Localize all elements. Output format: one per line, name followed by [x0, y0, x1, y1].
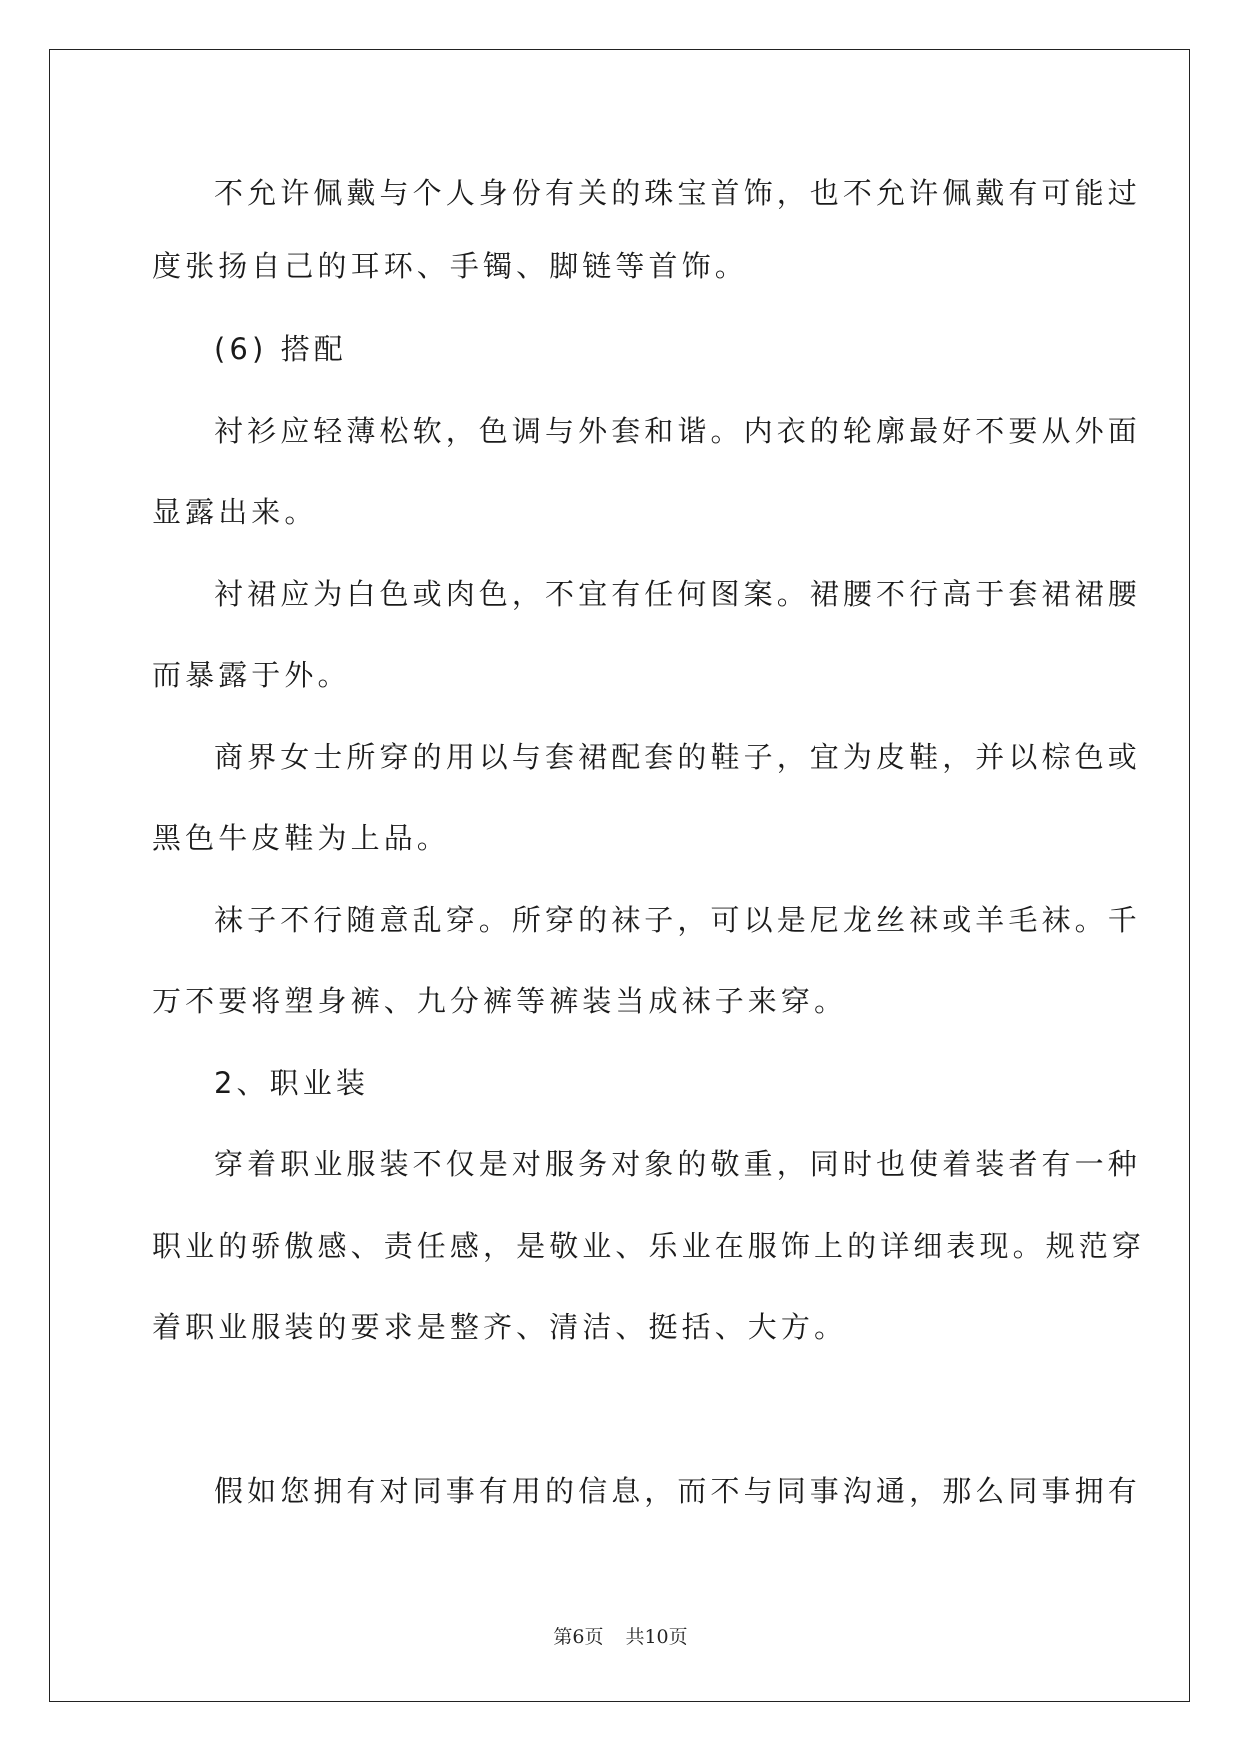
paragraph-line: 衬裙应为白色或肉色，不宜有任何图案。裙腰不行高于套裙裙腰 [214, 577, 1141, 611]
paragraph-line: 职业的骄傲感、责任感，是敬业、乐业在服饰上的详细表现。规范穿 [152, 1229, 1146, 1263]
paragraph-line: 黑色牛皮鞋为上品。 [152, 821, 450, 855]
page-number: 第6页 [553, 1626, 604, 1648]
paragraph-line: 穿着职业服装不仅是对服务对象的敬重，同时也使着装者有一种 [214, 1147, 1141, 1181]
paragraph-line: 衬衫应轻薄松软，色调与外套和谐。内衣的轮廓最好不要从外面 [214, 414, 1141, 448]
section-heading: 2、职业装 [214, 1066, 369, 1100]
page-border [49, 49, 1190, 1702]
paragraph-line: 度张扬自己的耳环、手镯、脚链等首饰。 [152, 249, 748, 283]
section-heading: (6) 搭配 [214, 332, 347, 366]
paragraph-line: 商界女士所穿的用以与套裙配套的鞋子，宜为皮鞋，并以棕色或 [214, 740, 1141, 774]
paragraph-line: 不允许佩戴与个人身份有关的珠宝首饰，也不允许佩戴有可能过 [214, 176, 1141, 210]
page-footer [0, 1622, 1241, 1649]
paragraph-line: 假如您拥有对同事有用的信息，而不与同事沟通，那么同事拥有 [214, 1474, 1141, 1508]
paragraph-line: 万不要将塑身裤、九分裤等裤装当成袜子来穿。 [152, 984, 848, 1018]
page-total: 共10页 [625, 1626, 688, 1648]
paragraph-line: 显露出来。 [152, 495, 318, 529]
paragraph-line: 而暴露于外。 [152, 658, 351, 692]
paragraph-line: 袜子不行随意乱穿。所穿的袜子，可以是尼龙丝袜或羊毛袜。千 [214, 903, 1141, 937]
paragraph-line: 着职业服装的要求是整齐、清洁、挺括、大方。 [152, 1310, 848, 1344]
